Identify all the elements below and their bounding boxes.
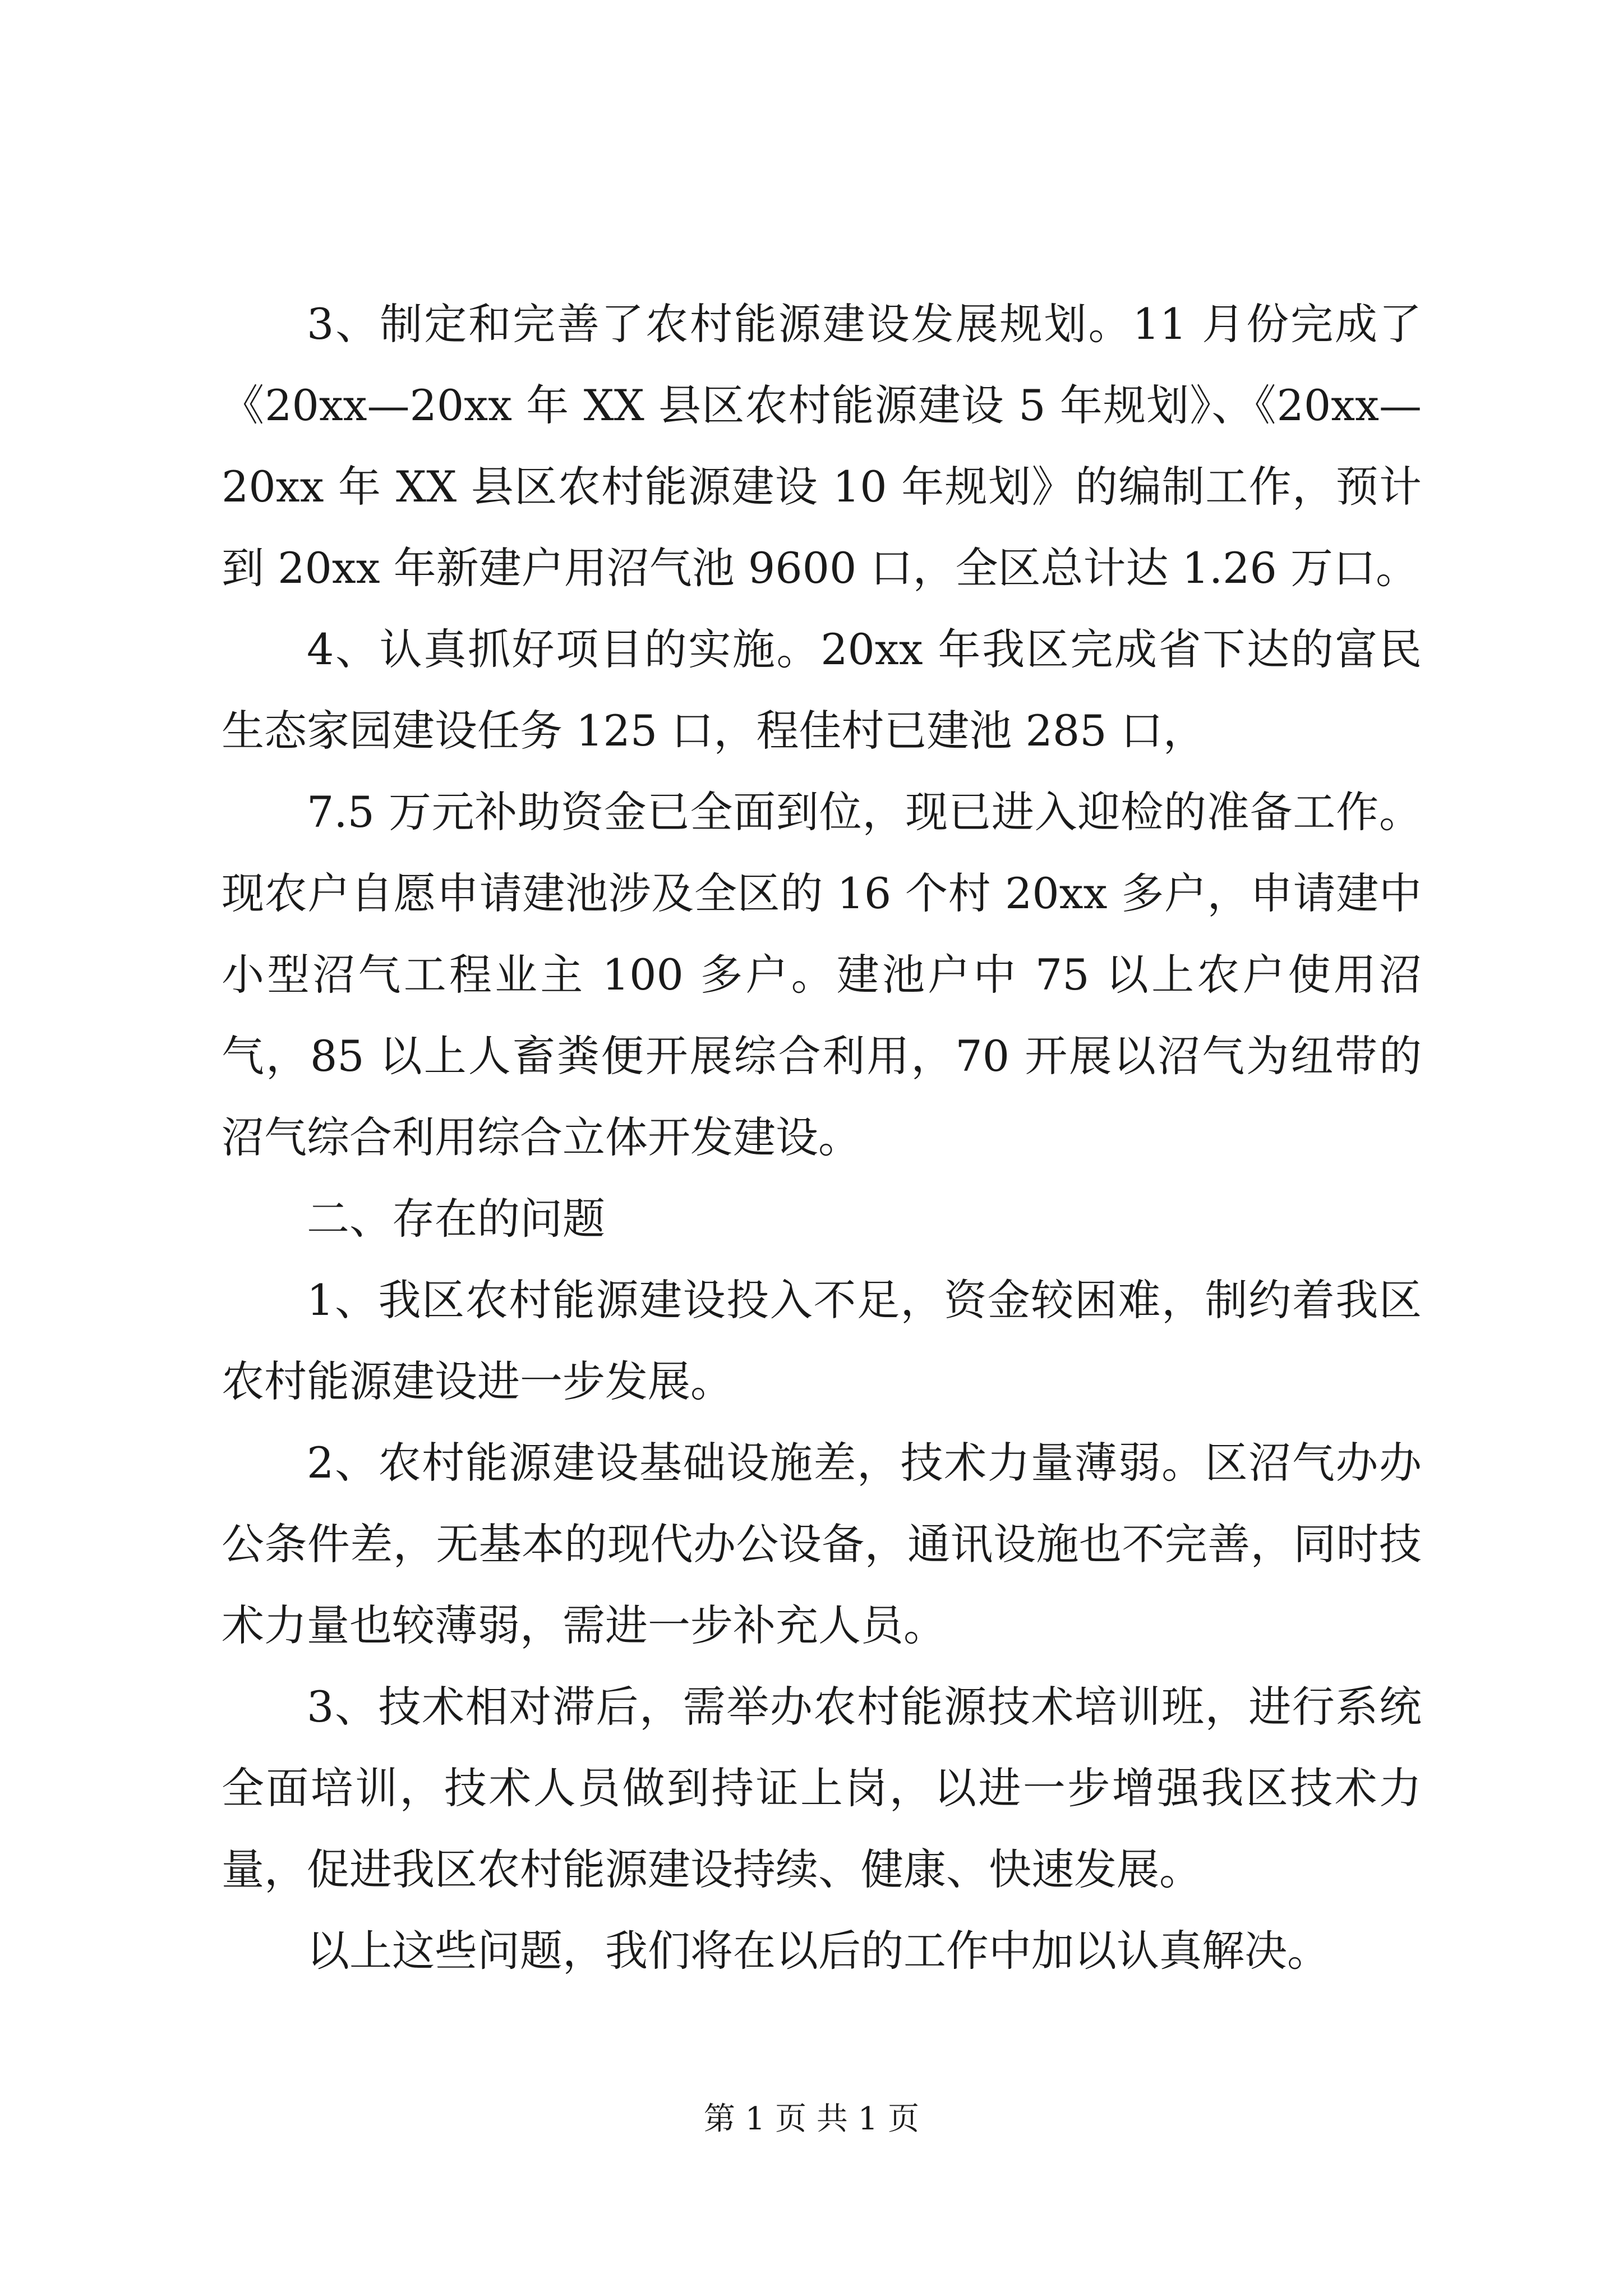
paragraph-problem-2: 2、农村能源建设基础设施差，技术力量薄弱。区沼气办办公条件差，无基本的现代办公设备，通讯设施也不完善，同时技术力量也较薄弱，需进一步补充人员。: [222, 1438, 1422, 1650]
page-footer: 第 1 页 共 1 页: [703, 2101, 920, 2137]
document-body: [222, 283, 1422, 1991]
paragraph-project-implementation: 4、认真抓好项目的实施。20xx 年我区完成省下达的富民生态家园建设任务 125 口，程佳村已建池 285 口，: [222, 624, 1422, 756]
paragraph-problem-1: 1、我区农村能源建设投入不足，资金较困难，制约着我区农村能源建设进一步发展。: [222, 1275, 1422, 1406]
paragraph-planning: 3、制定和完善了农村能源建设发展规划。11 月份完成了《20xx—20xx 年 XX 县区农村能源建设 5 年规划》、《20xx—20xx 年 XX 县区农村能源建设 10 年规划》的编制工作，预计到 20xx 年新建户用沼气池 9600 口，全区总计达 1.26 万口。: [222, 299, 1422, 593]
section-heading-problems: 二、存在的问题: [307, 1194, 605, 1244]
paragraph-funding: 7.5 万元补助资金已全面到位，现已进入迎检的准备工作。现农户自愿申请建池涉及全区的 16 个村 20xx 多户，申请建中小型沼气工程业主 100 多户。建池户中 75 以上农户使用沼气，85 以上人畜粪便开展综合利用，70 开展以沼气为纽带的沼气综合利用综合立体开发建设。: [222, 787, 1422, 1162]
paragraph-problem-3: 3、技术相对滞后，需举办农村能源技术培训班，进行系统全面培训，技术人员做到持证上岗，以进一步增强我区技术力量，促进我区农村能源建设持续、健康、快速发展。: [222, 1682, 1422, 1894]
paragraph-conclusion: 以上这些问题，我们将在以后的工作中加以认真解决。: [307, 1926, 1330, 1976]
